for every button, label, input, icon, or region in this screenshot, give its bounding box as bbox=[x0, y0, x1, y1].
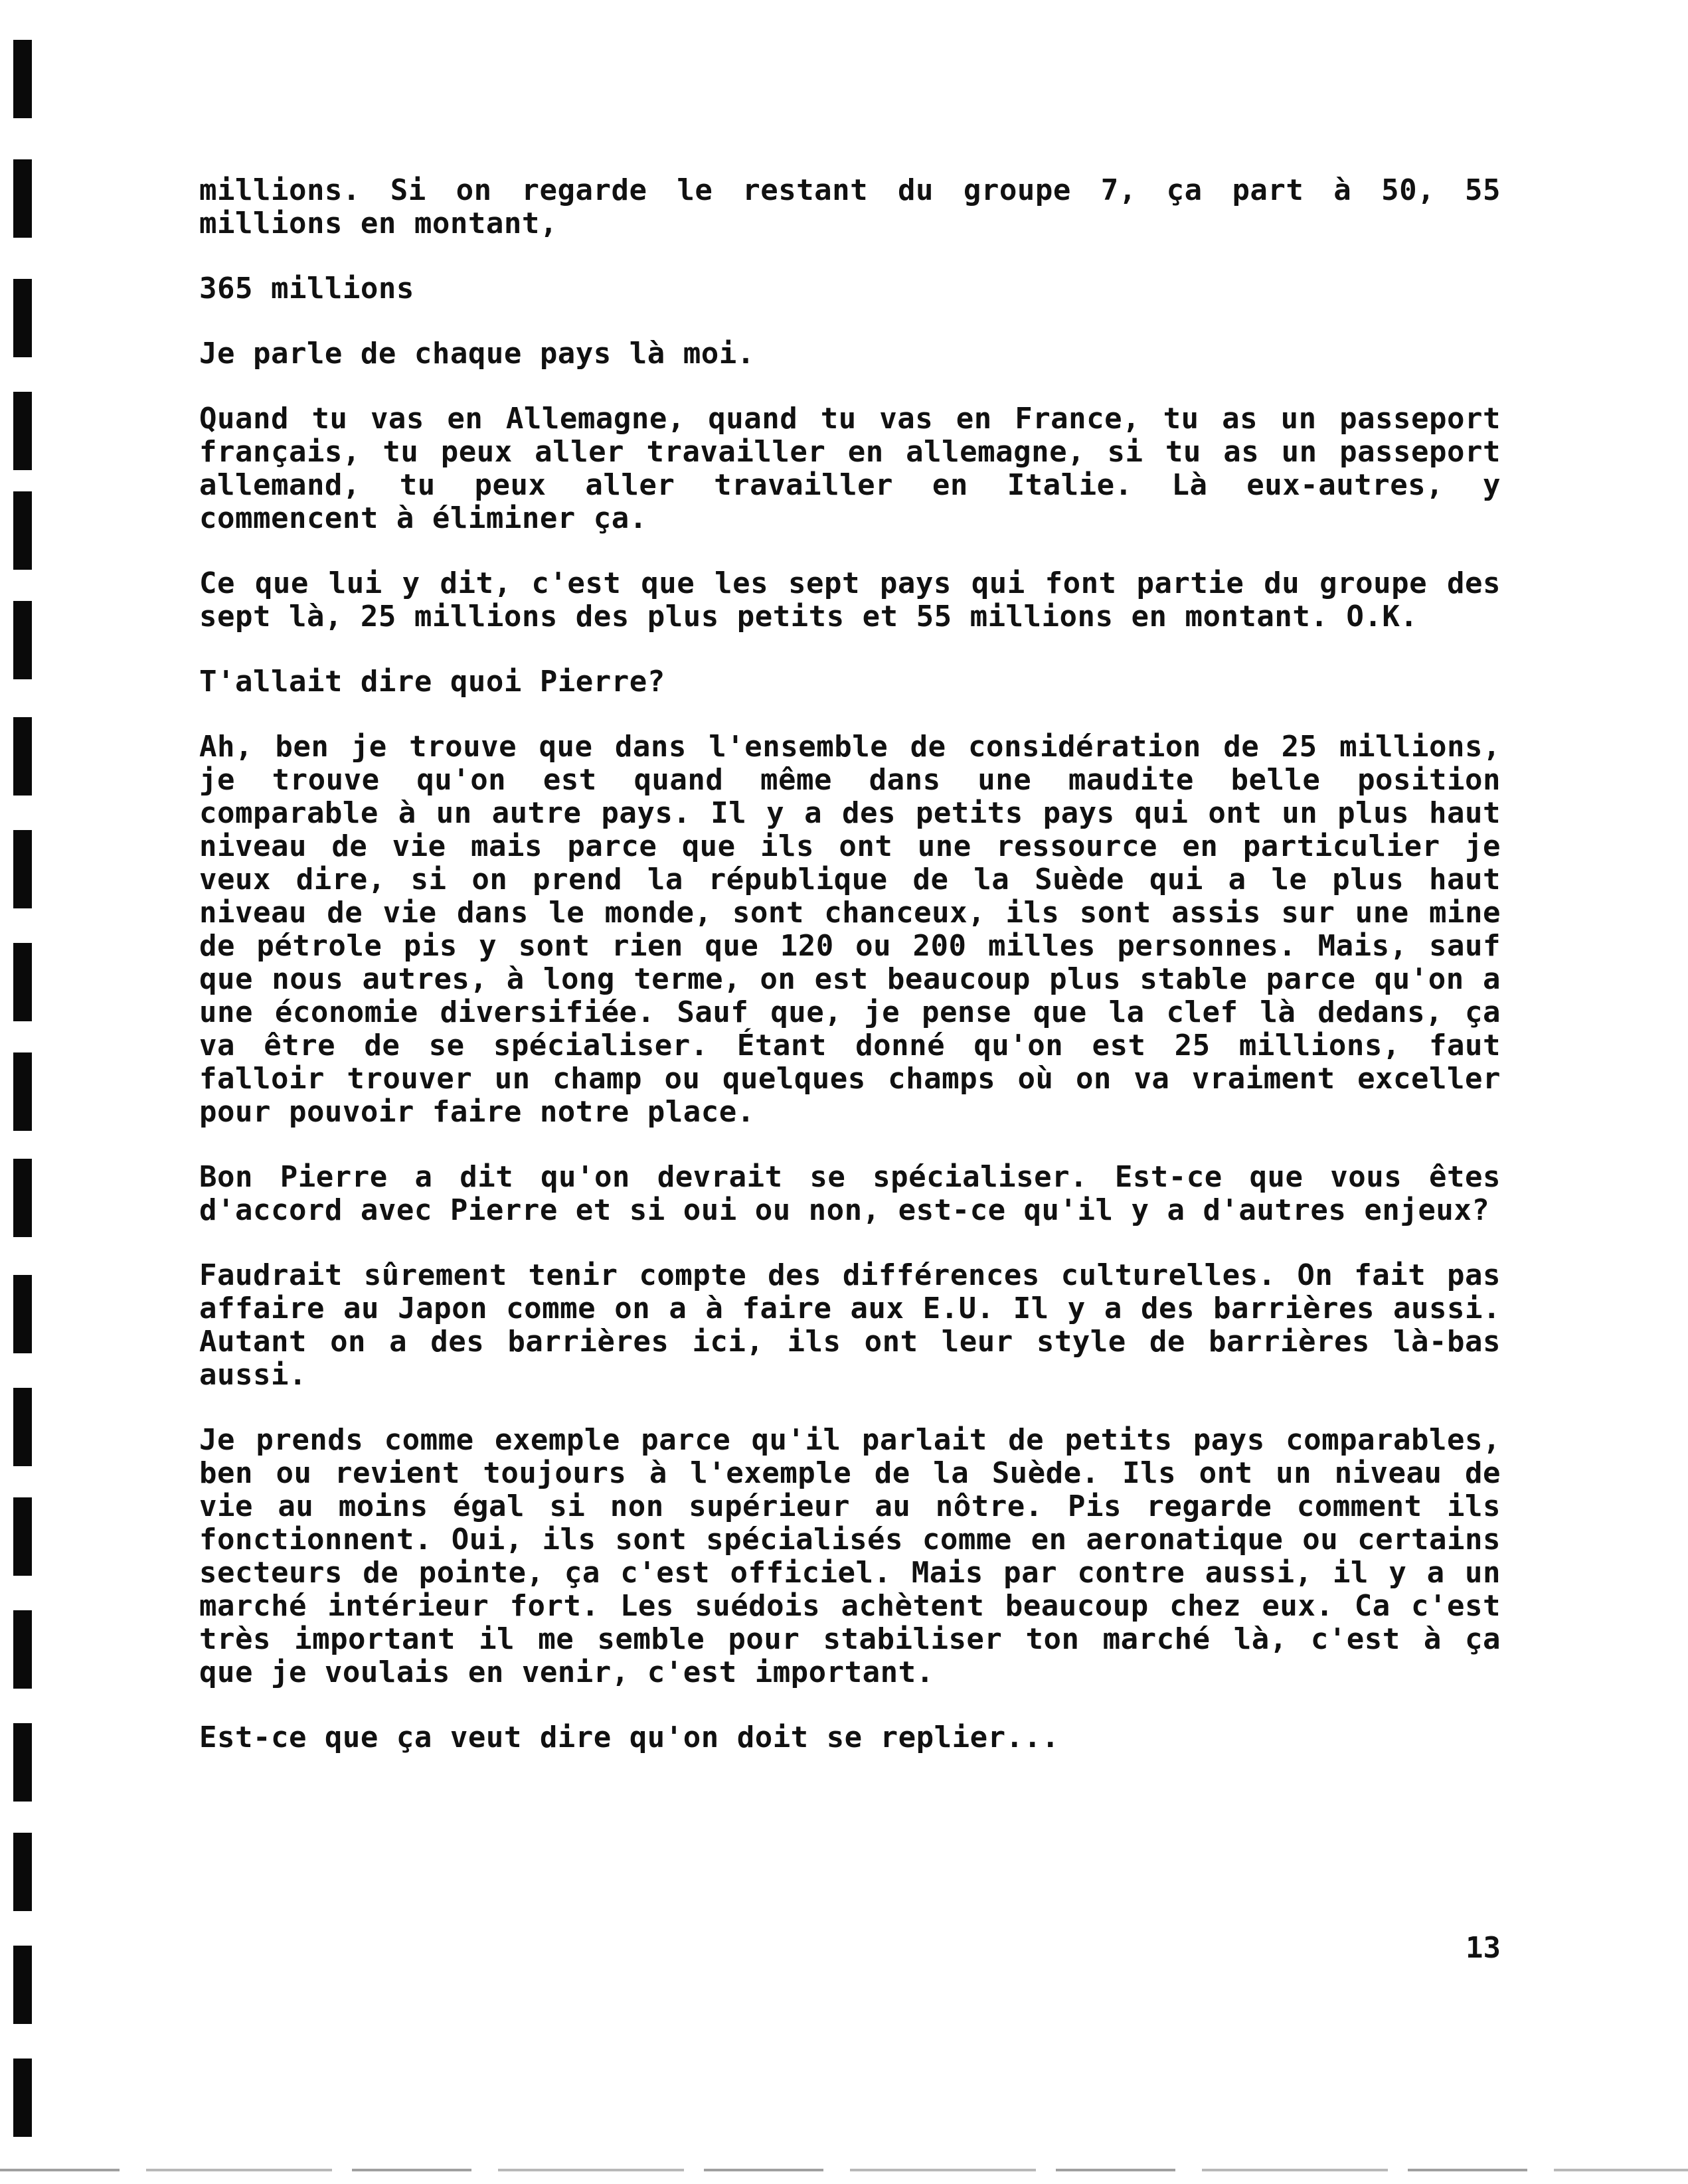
binding-mark bbox=[13, 491, 32, 570]
binding-mark bbox=[13, 1159, 32, 1237]
paragraph: Ce que lui y dit, c'est que les sept pays qui font partie du groupe des sept là, 25 millions des plus petits et 55 millions en montant. O.K. bbox=[199, 566, 1501, 633]
binding-mark bbox=[13, 1946, 32, 2024]
binding-mark bbox=[13, 392, 32, 470]
moderator-question: T'allait dire quoi Pierre? bbox=[199, 665, 665, 699]
binding-mark bbox=[13, 601, 32, 679]
page-number: 13 bbox=[1466, 1931, 1501, 1965]
binding-mark bbox=[13, 943, 32, 1021]
binding-mark bbox=[13, 1833, 32, 1911]
scan-bottom-edge bbox=[0, 2169, 1688, 2171]
binding-marks bbox=[13, 0, 40, 2184]
binding-mark bbox=[13, 2058, 32, 2137]
moderator-question: Est-ce que ça veut dire qu'on doit se replier... bbox=[199, 1721, 1060, 1754]
paragraph: Je prends comme exemple parce qu'il parlait de petits pays comparables, ben ou revient toujours à l'exemple de la Suède. Ils ont un niveau de vie au moins égal si non supérieur au nôtre. Pis regarde comment ils fonctionnent. Oui, ils sont spécialisés comme en aeronatique ou certains secteurs de pointe, ça c'est officiel. Mais par contre aussi, il y a un marché intérieur fort. Les suédois achètent beaucoup chez eux. Ca c'est très important il me semble pour stabiliser ton marché là, c'est à ça que je voulais en venir, c'est important. bbox=[199, 1423, 1501, 1689]
paragraph: Ah, ben je trouve que dans l'ensemble de considération de 25 millions, je trouve qu'on est quand même dans une maudite belle position comparable à un autre pays. Il y a des petits pays qui ont un plus haut niveau de vie mais parce que ils ont une ressource en particulier je veux dire, si on prend la république de la Suède qui a le plus haut niveau de vie dans le monde, sont chanceux, ils sont assis sur une mine de pétrole pis y sont rien que 120 ou 200 milles personnes. Mais, sauf que nous autres, à long terme, on est beaucoup plus stable parce qu'on a une économie diversifiée. Sauf que, je pense que la clef là dedans, ça va être de se spécialiser. Étant donné qu'on est 25 millions, faut falloir trouver un champ ou quelques champs où on va vraiment exceller pour pouvoir faire notre place. bbox=[199, 730, 1501, 1129]
paragraph: Faudrait sûrement tenir compte des différences culturelles. On fait pas affaire au Japon comme on a à faire aux E.U. Il y a des barrières aussi. Autant on a des barrières ici, ils ont leur style de barrières là-bas aussi. bbox=[199, 1258, 1501, 1392]
paragraph: Quand tu vas en Allemagne, quand tu vas en France, tu as un passeport français, tu peux aller travailler en allemagne, si tu as un passeport allemand, tu peux aller travailler en Italie. Là eux-autres, y commencent à éliminer ça. bbox=[199, 402, 1501, 535]
binding-mark bbox=[13, 1052, 32, 1131]
paragraph: Je parle de chaque pays là moi. bbox=[199, 337, 755, 371]
binding-mark bbox=[13, 830, 32, 908]
binding-mark bbox=[13, 159, 32, 238]
moderator-question: Bon Pierre a dit qu'on devrait se spécialiser. Est-ce que vous êtes d'accord avec Pierre et si oui ou non, est-ce qu'il y a d'autres enjeux? bbox=[199, 1160, 1501, 1227]
transcript-body bbox=[199, 174, 1501, 1786]
binding-mark bbox=[13, 1275, 32, 1353]
binding-mark bbox=[13, 1497, 32, 1576]
binding-mark bbox=[13, 279, 32, 357]
binding-mark bbox=[13, 1610, 32, 1689]
binding-mark bbox=[13, 1388, 32, 1466]
binding-mark bbox=[13, 717, 32, 796]
paragraph: 365 millions bbox=[199, 272, 414, 305]
binding-mark bbox=[13, 40, 32, 118]
binding-mark bbox=[13, 1723, 32, 1802]
paragraph: millions. Si on regarde le restant du groupe 7, ça part à 50, 55 millions en montant, bbox=[199, 173, 1501, 240]
